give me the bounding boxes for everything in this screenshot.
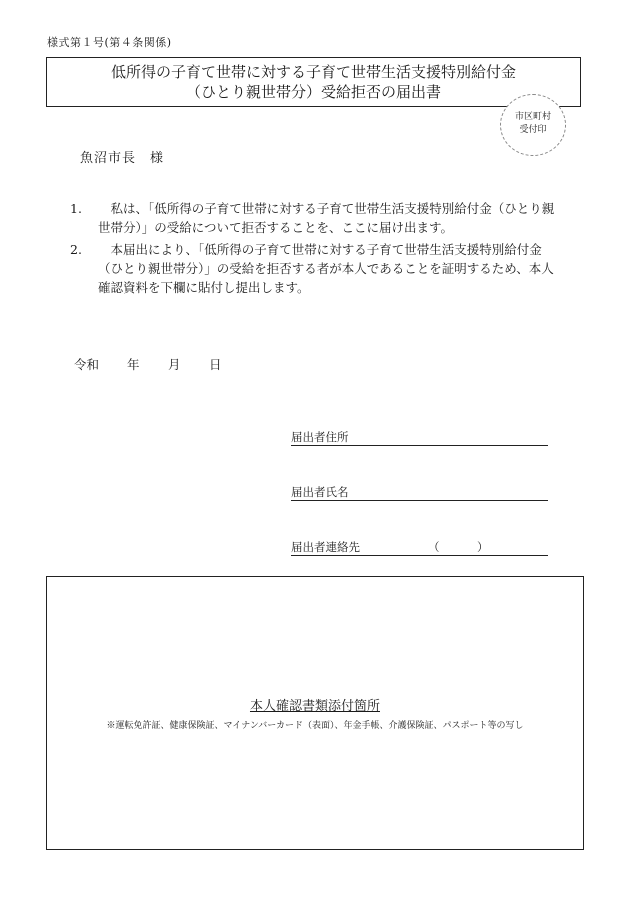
reception-stamp-area bbox=[500, 94, 566, 156]
contact-paren-open: （ bbox=[428, 540, 440, 554]
title-line-2: （ひとり親世帯分）受給拒否の届出書 bbox=[185, 83, 441, 101]
statement-2 bbox=[70, 240, 560, 297]
statement-number: 2. bbox=[70, 242, 82, 257]
stamp-line-2: 受付印 bbox=[519, 125, 547, 135]
name-field[interactable] bbox=[291, 484, 548, 501]
contact-paren-close: ） bbox=[477, 540, 489, 554]
address-field[interactable] bbox=[291, 429, 548, 446]
title-line-1: 低所得の子育て世帯に対する子育て世帯生活支援特別給付金 bbox=[110, 63, 516, 81]
attachment-title-text: 本人確認書類添付箇所 bbox=[249, 699, 380, 714]
statement-number: 1. bbox=[70, 201, 82, 216]
form-number: 様式第１号(第４条関係) bbox=[47, 36, 172, 49]
addressee: 魚沼市長 様 bbox=[80, 151, 165, 166]
address-label: 届出者住所 bbox=[291, 430, 349, 444]
statement-1 bbox=[70, 199, 560, 237]
document-title bbox=[46, 57, 581, 107]
day-label: 日 bbox=[209, 357, 222, 372]
statement-text: 私は、「低所得の子育て世帯に対する子育て世帯生活支援特別給付金（ひとり親世帯分）」の受給について拒否することを、ここに届け出ます。 bbox=[98, 201, 555, 235]
year-label: 年 bbox=[127, 357, 140, 372]
era-label: 令和 bbox=[74, 357, 100, 372]
contact-label: 届出者連絡先 bbox=[291, 540, 360, 554]
contact-field[interactable] bbox=[291, 539, 548, 556]
date-row bbox=[74, 355, 222, 373]
month-label: 月 bbox=[168, 357, 181, 372]
attachment-title bbox=[47, 695, 583, 714]
statement-text: 本届出により、「低所得の子育て世帯に対する子育て世帯生活支援特別給付金（ひとり親世帯分）」の受給を拒否する者が本人であることを証明するため、本人確認資料を下欄に貼付し提出します。 bbox=[98, 242, 554, 295]
name-label: 届出者氏名 bbox=[291, 485, 349, 499]
attachment-note: ※運転免許証、健康保険証、マイナンバーカード（表面）、年金手帳、介護保険証、パスポート等の写し bbox=[106, 721, 524, 731]
stamp-line-1: 市区町村 bbox=[514, 112, 551, 122]
statements bbox=[70, 199, 560, 300]
id-attachment-area[interactable] bbox=[46, 576, 584, 850]
